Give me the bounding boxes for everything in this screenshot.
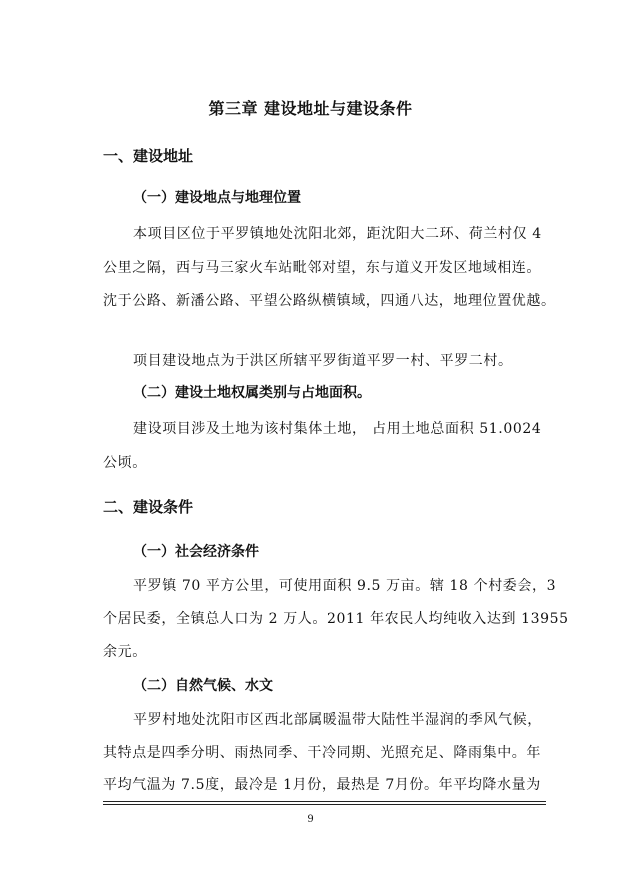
paragraph-line: 余元。 — [103, 644, 147, 660]
section-heading-conditions: 二、建设条件 — [103, 498, 194, 516]
paragraph-line: 公里之隔，西与马三家火车站毗邻对望，东与道义开发区地域相连。 — [103, 260, 541, 276]
paragraph-line: 平罗村地处沈阳市区西北部属暖温带大陆性半湿润的季风气候， — [133, 712, 542, 728]
paragraph-line: 本项目区位于平罗镇地处沈阳北郊，距沈阳大二环、荷兰村仅 4 — [133, 226, 542, 242]
paragraph-line: 个居民委，全镇总人口为 2 万人。2011 年农民人均纯收入达到 13955 — [103, 611, 569, 627]
paragraph-line: 公顷。 — [103, 455, 147, 471]
section-heading-site: 一、建设地址 — [103, 147, 194, 165]
paragraph-line: 沈于公路、新潘公路、平望公路纵横镇域，四通八达，地理位置优越。 — [103, 293, 556, 309]
paragraph-line: 项目建设地点为于洪区所辖平罗街道平罗一村、平罗二村。 — [133, 353, 513, 369]
subsection-heading-location: （一）建设地点与地理位置 — [133, 190, 301, 206]
footer-rule — [103, 801, 546, 802]
subsection-heading-economy: （一）社会经济条件 — [133, 544, 259, 560]
footer-rule — [103, 804, 546, 805]
paragraph-line: 其特点是四季分明、雨热同季、干冷同期、光照充足、降雨集中。年 — [103, 745, 541, 761]
chapter-title: 第三章 建设地址与建设条件 — [208, 99, 413, 118]
paragraph-line: 平罗镇 70 平方公里，可使用面积 9.5 万亩。辖 18 个村委会，3 — [133, 578, 557, 594]
paragraph-line: 占用土地总面积 51.0024 — [372, 421, 542, 437]
paragraph-line: 平均气温为 7.5度，最冷是 1月份，最热是 7月份。年平均降水量为 — [103, 777, 541, 793]
page-number: 9 — [307, 814, 314, 825]
subsection-heading-land: （二）建设土地权属类别与占地面积。 — [133, 385, 371, 401]
subsection-heading-climate: （二）自然气候、水文 — [133, 678, 273, 694]
paragraph-line: 建设项目涉及土地为该村集体土地， — [133, 421, 367, 437]
